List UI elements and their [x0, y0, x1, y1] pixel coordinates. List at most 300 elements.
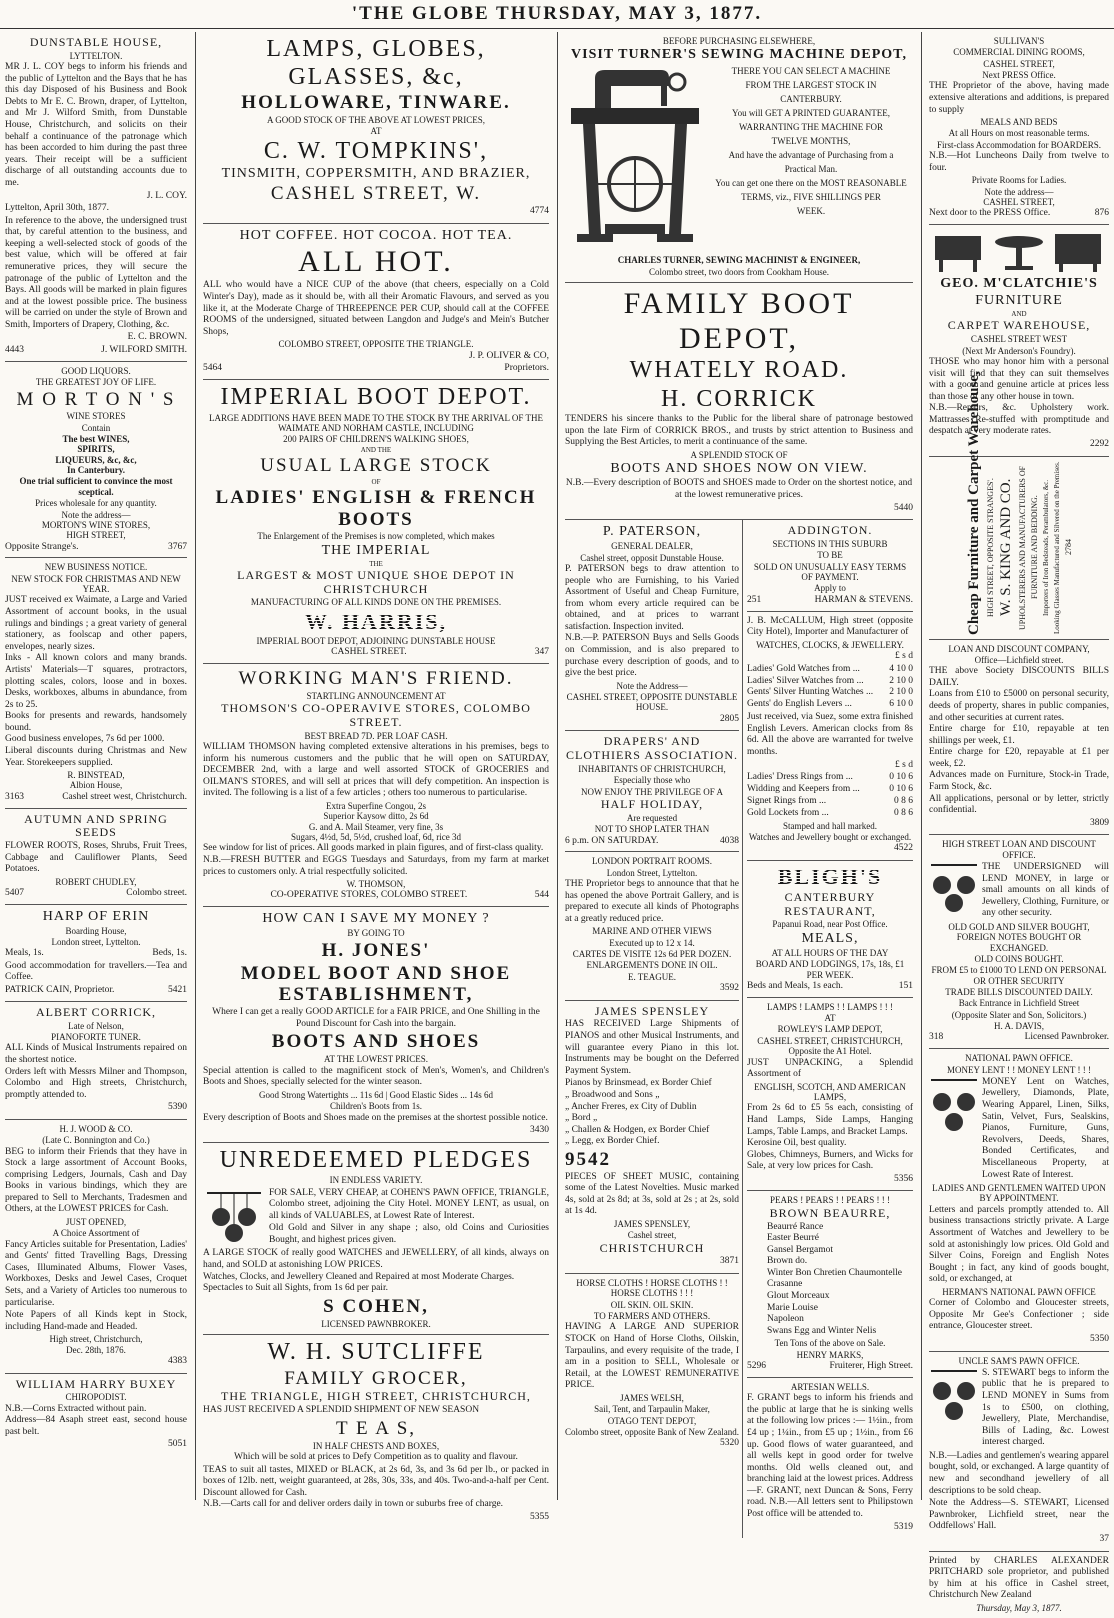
ad-number: 5320	[720, 1438, 739, 1449]
ad-marks	[747, 1191, 913, 1377]
ad-bligh	[747, 861, 913, 998]
ad-body: A LARGE STOCK of really good WATCHES and JEWELLERY, of all kinds, always on hand, and SOLD at astonishing LOW PRICES. Watches, Clocks, and Jewellery Cleaned and Repaired at most Moderate Charges. Spectacles to Suit all Sights, from 1s 6d per pair.	[203, 1248, 549, 1294]
ad-line: Apply to	[814, 583, 846, 594]
ad-title: HIGH STREET LOAN AND DISCOUNT OFFICE.	[942, 839, 1096, 860]
ad-title: HARP OF ERIN	[42, 909, 150, 925]
ad-rowley	[747, 998, 913, 1192]
ad-body: Fancy Articles suitable for Presentation, Ladies' and Gents' fitted Travelling Bags, Dressing Cases, Illuminated Albums, Flower Vases, Workboxes, Desks and Jewel Cases, Croquet Sets, and a Variety of Articles too numerous to particularise.	[5, 1239, 187, 1308]
ad-body: PIECES OF SHEET MUSIC, containing some of the Latest Novelties. Music marked 4s, sold at 2s 8d; at 3s, sold at 2s ; at 2s, sold at 1s 4d.	[565, 1171, 739, 1217]
price-row	[747, 664, 913, 676]
ad-line: A SPLENDID STOCK OF	[690, 450, 788, 461]
ad-title: LOAN AND DISCOUNT COMPANY,	[948, 643, 1090, 654]
ad-line: 200 PAIRS OF CHILDREN'S WALKING SHOES,	[283, 434, 469, 445]
ad-body: BEG to inform their Friends that they have in Stock a large assortment of Account Books, comprising Ledgers, Journals, Cash and Day Books in various bindings, which they are prepared to Sell to Merchants, Tradesmen and Others, at the LOWEST PRICES for Cash.	[5, 1146, 187, 1215]
ad-line: Sail, Tent, and Tarpaulin Maker,	[594, 1404, 710, 1415]
ad-heading: 9542	[565, 1148, 611, 1170]
ad-body: N.B.—Hot Luncheons Daily from twelve to four.	[929, 151, 1109, 173]
price-item: Gents' Silver Hunting Watches ...	[747, 687, 874, 698]
ad-number: 3430	[530, 1125, 549, 1136]
ad-line: Children's Boots from 1s.	[329, 1101, 423, 1112]
ad-signature: HENRY MARKS,	[796, 1349, 864, 1360]
ad-line: (Next Mr Anderson's Foundry).	[962, 345, 1076, 356]
ad-body: MR J. L. COY begs to inform his friends and the public of Lyttelton and the Bays that he has this day Disposed of his Business and Book Debts to Mr E. C. Brown, draper, of Lyttelton, and Mr J. Wilford Smith, from Dunstable House, Christchurch, and solicits on their behalf a continuance of the patronage which has been accorded to him during the past three years. Their receipt will be a sufficient discharge of all outstanding accounts due to me.	[5, 62, 187, 188]
ad-line: AT ALL HOURS OF THE DAY	[771, 947, 889, 958]
price-item: Widding and Keepers from ...	[747, 783, 860, 794]
ad-heading: M O R T O N ' S	[16, 388, 176, 410]
ad-body: Good accommodation for travellers.—Tea and Coffee.	[5, 960, 187, 983]
ad-title: Cheap Furniture and Carpet Warehouse,	[965, 370, 982, 635]
ad-heading: WATCHES, CLOCKS, & JEWELLERY.	[756, 639, 904, 650]
ad-heading: LADIES AND GENTLEMEN WAITED UPON BY APPOINTMENT.	[932, 1183, 1106, 1204]
ad-line: Meals, 1s.	[5, 948, 44, 959]
ad-line: AND THE	[360, 445, 392, 454]
ad-title: DUNSTABLE HOUSE,	[29, 35, 163, 49]
ad-albert-corrick	[5, 1002, 187, 1120]
ad-line: AND	[1011, 310, 1027, 319]
ad-body: FLOWER ROOTS, Roses, Shrubs, Fruit Trees, Cabbage and Cauliflower Plants, Seed Potatoes.	[5, 841, 187, 875]
ad-signature: J. P. OLIVER & CO,	[469, 350, 549, 361]
ad-number: 4522	[894, 843, 913, 854]
ad-line: Cashel street,	[627, 1230, 677, 1241]
ad-chudley	[5, 809, 187, 906]
ad-subtitle: (Late C. Bonnington and Co.)	[42, 1135, 150, 1146]
ad-title: IMPERIAL BOOT DEPOT.	[220, 384, 532, 411]
price-row	[747, 808, 913, 820]
ad-thomson	[203, 664, 549, 907]
ad-dunstable-house	[5, 32, 187, 362]
ad-line: MANUFACTURING OF ALL KINDS DONE ON THE PREMISES.	[250, 597, 502, 608]
ad-line: First-class Accommodation for BOARDERS.	[937, 139, 1101, 150]
ad-number: 3871	[720, 1256, 739, 1267]
ad-loan-discount	[929, 640, 1109, 836]
ad-body: Special attention is called to the magnificent stock of Men's, Women's, and Children's Boots and Shoes, specially selected for the winter season.	[203, 1065, 549, 1088]
ad-address: COLOMBO STREET, OPPOSITE THE TRIANGLE.	[278, 339, 474, 350]
ad-teague	[565, 852, 739, 1000]
ad-body: Where I can get a really GOOD ARTICLE for a FAIR PRICE, and One Shilling in the Pound Discount for Cash into the bargain.	[212, 1007, 540, 1029]
price-value: 0 10 6	[889, 772, 913, 783]
ad-buxey	[5, 1374, 187, 1456]
ad-signature: H. A. DAVIS,	[993, 1021, 1045, 1031]
ad-line: Next PRESS Office.	[982, 70, 1056, 81]
ad-title: WORKING MAN'S FRIEND.	[238, 668, 514, 689]
ad-tompkins	[203, 32, 549, 224]
price-item: Ladies' Dress Rings from ...	[747, 772, 853, 783]
ad-line: SOLD ON UNUSUALLY EASY TERMS OF PAYMENT.	[753, 561, 907, 583]
ad-body: N.B.—Corns Extracted without pain. Address—84 Asaph street east, second house past belt.	[5, 1403, 187, 1437]
ad-address: CASHEL STREET,	[983, 58, 1055, 69]
ad-heading: ALL HOT.	[298, 244, 454, 278]
ad-mclatchie	[929, 225, 1109, 456]
ad-title: HOW CAN I SAVE MY MONEY ?	[262, 911, 490, 927]
ad-body: Just received, via Suez, some extra finished English Levers. American clocks from 8s 6d. All the above are warranted for twelve months.	[747, 712, 913, 757]
ad-body: Every description of Boots and Shoes made on the premises at the shortest possible notice.	[203, 1112, 548, 1123]
price-item: Gold Lockets from ...	[747, 807, 829, 818]
ad-line: NOW ENJOY THE PRIVILEGE OF A	[580, 786, 724, 797]
ad-body: THE Proprietor begs to announce that that he has opened the above Portrait Gallery, and is prepared to execute all kinds of Photographs at a greatly reduced price.	[565, 879, 739, 924]
ad-line: OLD COINS BOUGHT.	[974, 953, 1064, 964]
ad-heading: CARPET WAREHOUSE,	[947, 318, 1091, 333]
ad-signature: R. BINSTEAD, Albion House,	[67, 770, 125, 791]
ad-title: PEARS ! PEARS ! ! PEARS ! ! !	[769, 1195, 890, 1206]
ad-line: Contain	[81, 422, 111, 433]
ad-address: Cashel street, opposit Dunstable House.	[580, 552, 724, 563]
ad-signature: PATRICK CAIN, Proprietor.	[5, 985, 115, 996]
ad-line: OF	[371, 477, 381, 486]
column-3-left	[565, 520, 743, 1538]
ad-signature: E. C. BROWN.	[127, 332, 187, 343]
ad-subtitle: IN ENDLESS VARIETY.	[329, 1175, 423, 1186]
ad-heading: ENGLISH, SCOTCH, AND AMERICAN LAMPS,	[754, 1081, 906, 1102]
ad-signature: W. THOMSON,	[346, 879, 406, 890]
column-rule	[195, 32, 196, 1500]
ad-body: In reference to the above, the undersigned trust that, by careful attention to the business, and keeping a well-selected stock of goods of the best value, which will be offered at fair remunerative prices, they will secure the patronage of the public of Lyttelton and the Bays. All goods will be marked in plain figures and at the lowest possible price. The business will be carried on under the style of Brown and Smith, Importers of Drapery, Clothing, &c.	[5, 215, 187, 330]
ad-body: HAVING A LARGE AND SUPERIOR STOCK on Hand of Horse Cloths, Oilskin, Tarpaulins, and every requisite of the trade, I am in a position to SELL, Wholesale or Retail, at the LOWEST REMUNERATIVE PRICE.	[565, 1322, 739, 1391]
ad-line: Importers of Iron Bedsteads, Perambulators, &c.	[1041, 479, 1050, 616]
ad-line: ENLARGEMENTS DONE IN OIL.	[586, 960, 718, 971]
ad-title: BEFORE PURCHASING ELSEWHERE,	[662, 36, 816, 46]
price-list	[747, 772, 913, 820]
ad-line: Watches and Jewellery bought or exchanged.	[748, 831, 912, 842]
ad-signature: J. WILFORD SMITH.	[101, 345, 187, 356]
ad-line: Prices wholesale for any quantity.	[35, 498, 157, 509]
ad-row	[929, 1076, 1109, 1182]
ad-heading: MEALS,	[801, 930, 859, 946]
ad-title: NATIONAL PAWN OFFICE.	[965, 1053, 1073, 1064]
ad-heading: BOOTS AND SHOES	[271, 1031, 481, 1053]
ad-number: 5407	[5, 888, 24, 899]
ad-body: ALL who would have a NICE CUP of the above (that cheers, especially on a Cold Winter's Day), made as it should be, with all their Aromatic Flavours, and served as you like it, at the Moderate Charge of THREEPENCE PER CUP, should call at the COFFEE ROOMS of the undersigned, situated between Langdon and Judge's and Mein's Butcher Shops,	[203, 280, 549, 337]
ad-line: At all Hours on most reasonable terms.	[948, 128, 1090, 139]
ad-title: WILLIAM HARRY BUXEY	[15, 1376, 177, 1391]
ad-line: Are requested	[626, 812, 678, 823]
ad-address: Papanui Road, near Post Office.	[772, 919, 888, 930]
ad-harp-of-erin	[5, 905, 187, 1002]
ad-line: Beds, 1s.	[152, 948, 187, 959]
ad-line: LARGE ADDITIONS HAVE BEEN MADE TO THE STOCK BY THE ARRIVAL OF THE WAIMATE AND NORHAM CASTLE, INCLUDING	[208, 412, 544, 434]
ad-title: SULLIVAN'S	[993, 36, 1045, 46]
ad-heading: MEALS AND BEDS	[980, 117, 1058, 128]
ad-heading: TRADE BILLS DISCOUNTED DAILY.	[945, 986, 1093, 997]
ad-title: P. PATERSON,	[602, 524, 702, 540]
ad-line: BY GOING TO	[347, 928, 405, 939]
ad-line: FROM £5 to £1000 TO LEND ON PERSONAL OR OTHER SECURITY	[931, 965, 1107, 986]
ad-body: THE Proprietor of the above, having made extensive alterations and additions, is prepared to supply	[929, 81, 1109, 115]
ad-body: Note the Address—S. STEWART, Licensed Pawnbroker, Lichfield street, near the Oddfellows' Hall.	[929, 1498, 1109, 1532]
ad-number: 5464	[203, 363, 222, 374]
ad-heading: BROWN BEAURRE,	[769, 1205, 891, 1220]
ad-davis	[929, 835, 1109, 1049]
ad-sutcliffe	[203, 1335, 549, 1528]
column-3-split	[565, 520, 913, 1538]
ad-heading: INHABITANTS OF CHRISTCHURCH,	[578, 763, 726, 774]
ad-turner-sewing	[565, 32, 913, 283]
ad-line: BOARD AND LODGINGS, 17s, 18s, £1 PER WEEK.	[755, 959, 905, 980]
ad-heading: W. S. KING AND CO.	[997, 478, 1014, 616]
ad-sullivan	[929, 32, 1109, 225]
ad-heading: MODEL BOOT AND SHOE ESTABLISHMENT,	[240, 962, 512, 1006]
ad-line: (Opposite Slater and Son, Solicitors.)	[951, 1009, 1087, 1020]
furniture-illustration-icon	[931, 230, 1107, 274]
ad-heading: TO FARMERS AND OTHERS.	[593, 1311, 711, 1322]
ad-number: 3592	[720, 983, 739, 994]
ad-title: BLIGH'S	[747, 864, 913, 890]
ad-number: 876	[1094, 208, 1109, 219]
ad-date: Lyttelton, April 30th, 1877.	[5, 203, 109, 214]
printer-imprint	[929, 1552, 1109, 1618]
ad-number: 4774	[530, 206, 549, 217]
ad-line: Looking Glasses Manufactured and Silvered on the Premises.	[1052, 460, 1061, 634]
ad-number: 5296	[747, 1361, 766, 1371]
ad-heading: LARGEST & MOST UNIQUE SHOE DEPOT IN CHRISTCHURCH	[237, 567, 515, 596]
ad-body: HAS RECEIVED Large Shipments of PIANOS and other Musical Instruments, and will guarantee every Piano in this lot. Instruments may be bought on the Deferred Payment System.	[565, 1019, 739, 1076]
sewing-machine-icon	[565, 64, 705, 254]
ad-line: Good Strong Watertights ... 11s 6d | Good Elastic Sides ... 14s 6d	[258, 1089, 494, 1100]
ad-signature: J. L. COY.	[146, 190, 187, 201]
imprint-date: Thursday, May 3, 1877.	[976, 1602, 1062, 1613]
price-value: 0 10 6	[889, 783, 913, 794]
ad-heading: LADIES' ENGLISH & FRENCH BOOTS	[215, 486, 537, 530]
price-row	[747, 676, 913, 688]
ad-line: Opposite Strange's.	[5, 541, 79, 552]
ad-address: THE TRIANGLE, HIGH STREET, CHRISTCHURCH,	[221, 1389, 531, 1404]
ad-heading: W. HARRIS,	[203, 609, 549, 635]
ad-subtitle: CHIROPODIST.	[65, 1392, 127, 1403]
ad-heading: ROWLEY'S LAMP DEPOT,	[777, 1024, 883, 1035]
ad-body: J. B. McCALLUM, High street (opposite City Hotel), Importer and Manufacturer of	[747, 615, 913, 638]
ad-line: THE	[369, 559, 383, 568]
ad-number: 5355	[530, 1511, 549, 1522]
price-row	[747, 796, 913, 808]
ad-address: CASHEL STREET, CHRISTCHURCH, Opposite the A1 Hotel.	[757, 1035, 903, 1057]
ad-heading: FAMILY GROCER,	[284, 1367, 468, 1389]
ad-number: 318	[929, 1032, 944, 1043]
ad-heading: T E A S,	[335, 1417, 417, 1439]
ad-body: THE above Society DISCOUNTS BILLS DAILY. Loans from £10 to £5000 on personal security, deeds of property, shares in public companies, and other securities at current rates. Entire charge for £10, repayable at ten shillings per week, £1. Entire charge for £20, repayable at £1 per week, £2. Advances made on Furniture, Stock-in Trade, Farm Stock, &c. All applications, personal or by letter, strictly confidential.	[929, 666, 1109, 816]
ad-items: Pianos by Brinsmead, ex Border Chief „ Broadwood and Sons „ „ Ancher Freres, ex City of Dublin „ Bord „ „ Challen & Hodgen, ex Border Chief „ Legg, ex Border Chief.	[565, 1078, 712, 1147]
ad-number: 544	[534, 890, 549, 901]
ad-row	[203, 1187, 549, 1248]
ad-signature: JAMES SPENSLEY,	[613, 1218, 691, 1229]
ad-signature: ROBERT CHUDLEY,	[55, 877, 137, 888]
ad-number: 37	[1099, 1533, 1109, 1544]
ad-title: JAMES SPENSLEY	[594, 1003, 710, 1018]
ad-title: HOT COFFEE. HOT COCOA. HOT TEA.	[239, 227, 513, 243]
ad-address: HIGH STREET, OPPOSITE STRANGES'.	[985, 477, 995, 617]
ad-oliver	[203, 224, 549, 380]
ad-body: WILLIAM THOMSON having completed extensive alterations in his premises, begs to inform his numerous customers and the public that he will open on SATURDAY, DECEMBER 2nd, with a large and well assorted STOCK of GROCERIES and OILMAN'S STORES, and will sell at prices that will defy competition. An inspection is invited. The following is a list of a few articles ; others too numerous to particularise.	[203, 742, 549, 799]
price-value: 2 10 0	[889, 687, 913, 698]
ad-jones	[203, 907, 549, 1142]
ad-line: One trial sufficient to convince the most sceptical.	[19, 476, 173, 497]
ad-number: 5390	[168, 1102, 187, 1113]
ad-grant	[747, 1378, 913, 1538]
ad-title: UNCLE SAM'S PAWN OFFICE.	[958, 1355, 1080, 1366]
ad-line: AT THE LOWEST PRICES.	[323, 1054, 428, 1065]
ad-title: LONDON PORTRAIT ROOMS.	[591, 856, 713, 867]
ad-body: Old Gold and Silver in any shape ; also, old Coins and Curiosities Bought, and highest prices given.	[269, 1223, 549, 1245]
ad-items: Beaurré Rance Easter Beurré Gansel Bergamot Brown do. Winter Bon Chretien Chaumontelle Crasanne Glout Morceaux Marie Louise Napoleon Swans Egg and Winter Nelis	[767, 1221, 902, 1336]
ad-subtitle: Boarding House, London street, Lyttelton.	[51, 926, 141, 947]
ad-line: STARTLING ANNOUNCEMENT AT	[306, 690, 446, 701]
ad-body: Letters and parcels promptly attended to. All business transactions strictly private. A Large Assortment of Watches and Jewellery to be sold at astonishingly low prices. Old Gold and Silver Coins, Foreign and English Notes Bought ; in fact, any kind of goods bought, sold, or exchanged, at	[929, 1204, 1109, 1285]
column-3	[560, 32, 918, 1532]
ad-heading: H. JONES'	[321, 939, 431, 961]
ad-line: £ s d	[895, 759, 913, 770]
ad-heading: THOMSON'S CO-OPERAVIVE STORES, COLOMBO STREET.	[221, 701, 531, 729]
ad-number: 5319	[894, 1521, 913, 1532]
ad-address: Colombo street.	[126, 888, 187, 899]
ad-heading: COMMERCIAL DINING ROOMS,	[953, 47, 1085, 58]
ad-number: 251	[747, 594, 762, 605]
pawn-balls-icon	[929, 861, 979, 917]
ad-line: £ s d	[895, 651, 913, 662]
ad-body: THERE YOU CAN SELECT A MACHINE FROM THE LARGEST STOCK IN CANTERBURY. You will GET A PRINTED GUARANTEE, WARRANTING THE MACHINE FOR TWELVE MONTHS, And have the advantage of Purchasing from a Practical Man. You can get one there on the MOST REASONABLE TERMS, viz., FIVE SHILLINGS PER WEEK.	[715, 66, 907, 216]
column-3-right	[747, 520, 913, 1538]
ad-body: Corner of Colombo and Gloucester streets, Opposite Mr Gee's Confectioner ; side entrance, Gloucester street.	[929, 1298, 1109, 1332]
ad-line: CARTES DE VISITE 12s 6d PER DOZEN.	[572, 949, 732, 960]
ad-drapers	[565, 731, 739, 852]
ad-number: 3163	[5, 791, 24, 802]
ad-number: 347	[534, 647, 549, 658]
ad-h-corrick	[565, 283, 913, 520]
ad-heading: H. CORRICK	[660, 385, 818, 412]
ad-heading: VISIT TURNER'S SEWING MACHINE DEPOT,	[571, 47, 907, 63]
ad-signature: CHARLES TURNER, SEWING MACHINIST & ENGINEER,	[617, 255, 861, 266]
ad-number: 2784	[1063, 539, 1073, 556]
imprint-text: Printed by CHARLES ALEXANDER PRITCHARD sole proprietor, and published by him at his office in Cashel street, Christchurch New Zealand	[929, 1555, 1109, 1601]
ad-title: NEW BUSINESS NOTICE.	[44, 562, 148, 573]
ad-body: MONEY Lent on Watches, Jewellery, Diamonds, Plate, Wearing Apparel, Linen, Silks, Satin, Velvet, Furs, Sealskins, Pianos, Furniture, Guns, Revolvers, Deeds, Shares, Bonded Certificates, and Miscellaneous Property, at Lowest Rate of Interest.	[982, 1076, 1109, 1180]
ad-body: TEAS to suit all tastes, MIXED or BLACK, at 2s 6d, 3s, and 3s 6d per lb., or packed in boxes of 12lb. nett, weight guaranteed, at 28s, 30s, 33s, and 40s. Two-and-a-half per Cent. Discount allowed for Cash. N.B.—Carts call for and deliver orders daily in town or suburbs free of charge.	[203, 1464, 549, 1510]
ad-address: CASHEL STREET WEST	[970, 334, 1068, 345]
ad-items: The best WINES, SPIRITS, LIQUEURS, &c, &c, In Canterbury.	[55, 434, 137, 476]
column-4	[924, 32, 1114, 1613]
ad-line: FURNITURE AND BEDDING.	[1029, 495, 1039, 599]
ad-stewart	[929, 1352, 1109, 1552]
pawn-balls-icon	[929, 1367, 979, 1427]
ad-number: 3767	[168, 541, 187, 552]
ad-address: Office—Lichfield street.	[974, 654, 1064, 665]
ad-welsh	[565, 1274, 739, 1455]
column-rule	[557, 32, 558, 1500]
ad-body: P. PATERSON begs to draw attention to people who are Furnishing, to his Varied Assortment of Useful and Cheap Furniture, from whom every article required can be obtained, and at prices to warrant satisfaction. Inspection invited. N.B.—P. PATERSON Buys and Sells Goods on Commission, and is also prepared to purchase every description of goods, and to give the best price.	[565, 564, 739, 679]
ad-address: IMPERIAL BOOT DEPOT, ADJOINING DUNSTABLE HOUSE	[256, 635, 496, 646]
ad-address: Note the address— MORTON'S WINE STORES, HIGH STREET,	[41, 509, 151, 541]
ad-number: 2805	[720, 713, 739, 724]
ad-address: CHRISTCHURCH	[599, 1240, 705, 1255]
ad-row	[565, 64, 913, 254]
ad-heading: WHATELY ROAD.	[629, 357, 849, 384]
ad-line: AT	[824, 1013, 836, 1024]
ad-address: Cashel street west, Christchurch.	[62, 791, 187, 802]
ad-heading: OIL SKIN. OIL SKIN.	[610, 1299, 694, 1310]
ad-body: ALL Kinds of Musical Instruments repaired on the shortest notice. Orders left with Messrs Milner and Thompson, Colombo and High streets, Christchurch, promptly attended to.	[5, 1043, 187, 1100]
ad-heading: BOOTS AND SHOES NOW ON VIEW.	[610, 461, 868, 477]
ad-heading: PIANOFORTE TUNER.	[51, 1032, 141, 1043]
ad-number: 151	[898, 980, 913, 991]
ad-imperial-boot-depot	[203, 380, 549, 664]
ad-line: TO BE	[817, 550, 843, 561]
ad-line: Licensed Pawnbroker.	[1024, 1032, 1109, 1043]
ad-heading: HOLLOWARE, TINWARE.	[241, 92, 511, 114]
ad-row	[929, 1367, 1109, 1450]
ad-binstead	[5, 558, 187, 808]
ad-subtitle: Late of Nelson,	[68, 1020, 124, 1031]
ad-line: The Enlargement of the Premises is now completed, which makes	[257, 531, 495, 542]
ad-line: LICENSED PAWNBROKER.	[321, 1318, 431, 1329]
ad-wood	[5, 1120, 187, 1374]
ad-body: From 2s 6d to £5 5s each, consisting of Hand Lamps, Side Lamps, Hanging Lamps, Table Lamps, and Bracket Lamps. Kerosine Oil, best quality. Globes, Chimneys, Burners, and Wicks for Sale, at very low prices for Cash.	[747, 1103, 913, 1172]
ad-body: Which will be sold at prices to Defy Competition as to quality and flavour.	[234, 1451, 518, 1462]
pawn-balls-icon	[929, 1076, 979, 1140]
ad-line: A GOOD STOCK OF THE ABOVE AT LOWEST PRICES,	[266, 115, 486, 126]
ad-title: UNREDEEMED PLEDGES	[219, 1146, 533, 1173]
price-row	[747, 772, 913, 784]
ad-number: 3809	[1090, 817, 1109, 828]
ad-address: Note the address— CASHEL STREET,	[983, 186, 1055, 207]
ad-body: JUST UNPACKING, a Splendid Assortment of	[747, 1057, 913, 1080]
ad-address: London Street, Lyttelton.	[606, 867, 698, 878]
ad-line: TINSMITH, COPPERSMITH, AND BRAZIER,	[221, 166, 531, 182]
ad-subtitle: LYTTELTON.	[69, 50, 123, 61]
ad-line: OTAGO TENT DEPOT,	[607, 1415, 697, 1426]
ad-title: W. H. SUTCLIFFE	[267, 1338, 485, 1365]
ad-number: 4383	[168, 1356, 187, 1367]
ad-line: A Choice Assortment of	[52, 1228, 140, 1239]
ad-line: Back Entrance in Lichfield Street	[958, 998, 1080, 1009]
ad-number: 2292	[1090, 438, 1109, 449]
ad-line: Private Rooms for Ladies.	[971, 175, 1067, 186]
price-row	[747, 699, 913, 711]
ad-line: Especially those who	[613, 775, 691, 786]
ad-heading: SECTIONS IN THIS SUBURB	[772, 539, 888, 550]
ad-number: 5350	[1090, 1333, 1109, 1344]
price-row	[747, 784, 913, 796]
ad-line: WINE STORES	[66, 411, 126, 422]
ad-spensley	[565, 1001, 739, 1274]
ad-title: DRAPERS' AND CLOTHIERS ASSOCIATION.	[565, 734, 738, 763]
column-2	[198, 32, 554, 1522]
ad-address: CASHEL STREET.	[331, 647, 407, 658]
ad-line: MARINE AND OTHER VIEWS	[592, 926, 712, 937]
price-value: 2 10 0	[889, 675, 913, 686]
ad-signature: HARMAN & STEVENS.	[814, 594, 913, 605]
ad-body: TENDERS his sincere thanks to the Public for the liberal share of patronage bestowed upon the late Firm of CORRICK BROS., and trusts by strict attention to Business and Supplying the Best Articles, to merit a continuance of the same.	[565, 414, 913, 448]
ad-line: UPHOLSTERERS AND MANUFACTURERS OF	[1017, 465, 1027, 630]
ad-number: 5440	[894, 502, 913, 513]
ad-heading: THE IMPERIAL	[321, 542, 431, 558]
price-item: Ladies' Gold Watches from ...	[747, 663, 860, 674]
price-list	[747, 664, 913, 712]
masthead: 'THE GLOBE THURSDAY, MAY 3, 1877.	[0, 0, 1114, 29]
ad-body: JUST received ex Waimate, a Large and Varied Assortment of account books, in the usual rulings and bindings ; a great variety of general stationery, as foolscap and other papers, envelopes, nearly sizes. Inks - All known colors and many brands. Artists' Materials—T squares, protractors, plotting scales, colors, loose and in boxes. Desks, workboxes, albums in abundance, from 2s to 25. Books for presents and rewards, handsomely bound. Good business envelopes, 7s 6d per 1000. Liberal discounts during Christmas and New Year. Storekeepers supplied.	[5, 595, 187, 768]
ad-items: Extra Superfine Congou, 2s Superior Kaysow ditto, 2s 6d G. and A. Mail Steamer, very fine, 3s Sugars, 4½d, 5d, 5½d, crushed loaf, 6d, rice 3d	[291, 801, 461, 843]
ad-title: H. J. WOOD & CO.	[59, 1123, 133, 1134]
ad-title: ALBERT CORRICK,	[35, 1004, 157, 1019]
ad-heading: HALF HOLIDAY,	[600, 797, 704, 812]
ad-line: Note the Address—	[616, 680, 688, 691]
pawn-balls-icon	[203, 1187, 265, 1247]
ad-body: See window for list of prices. All goods marked in plain figures, and of first-class quality. N.B.—FRESH BUTTER and EGGS Tuesdays and Saturdays, from my farm at market prices to customers only. A trial respectfully solicited.	[203, 843, 549, 877]
ad-body: N.B.—Ladies and gentlemen's wearing apparel bought, sold, or exchanged. A large quantity of new and secondhand jewellery of all descriptions to be sold cheap.	[929, 1450, 1109, 1496]
ad-subtitle: GENERAL DEALER,	[611, 541, 693, 552]
ad-signature: JAMES WELSH,	[620, 1392, 684, 1403]
ad-address: Colombo street, two doors from Cookham House.	[649, 266, 829, 277]
price-value: 6 10 0	[889, 699, 913, 710]
price-item: Ladies' Silver Watches from ...	[747, 675, 864, 686]
price-item: Signet Rings from ...	[747, 795, 827, 806]
ad-addington	[747, 520, 913, 611]
